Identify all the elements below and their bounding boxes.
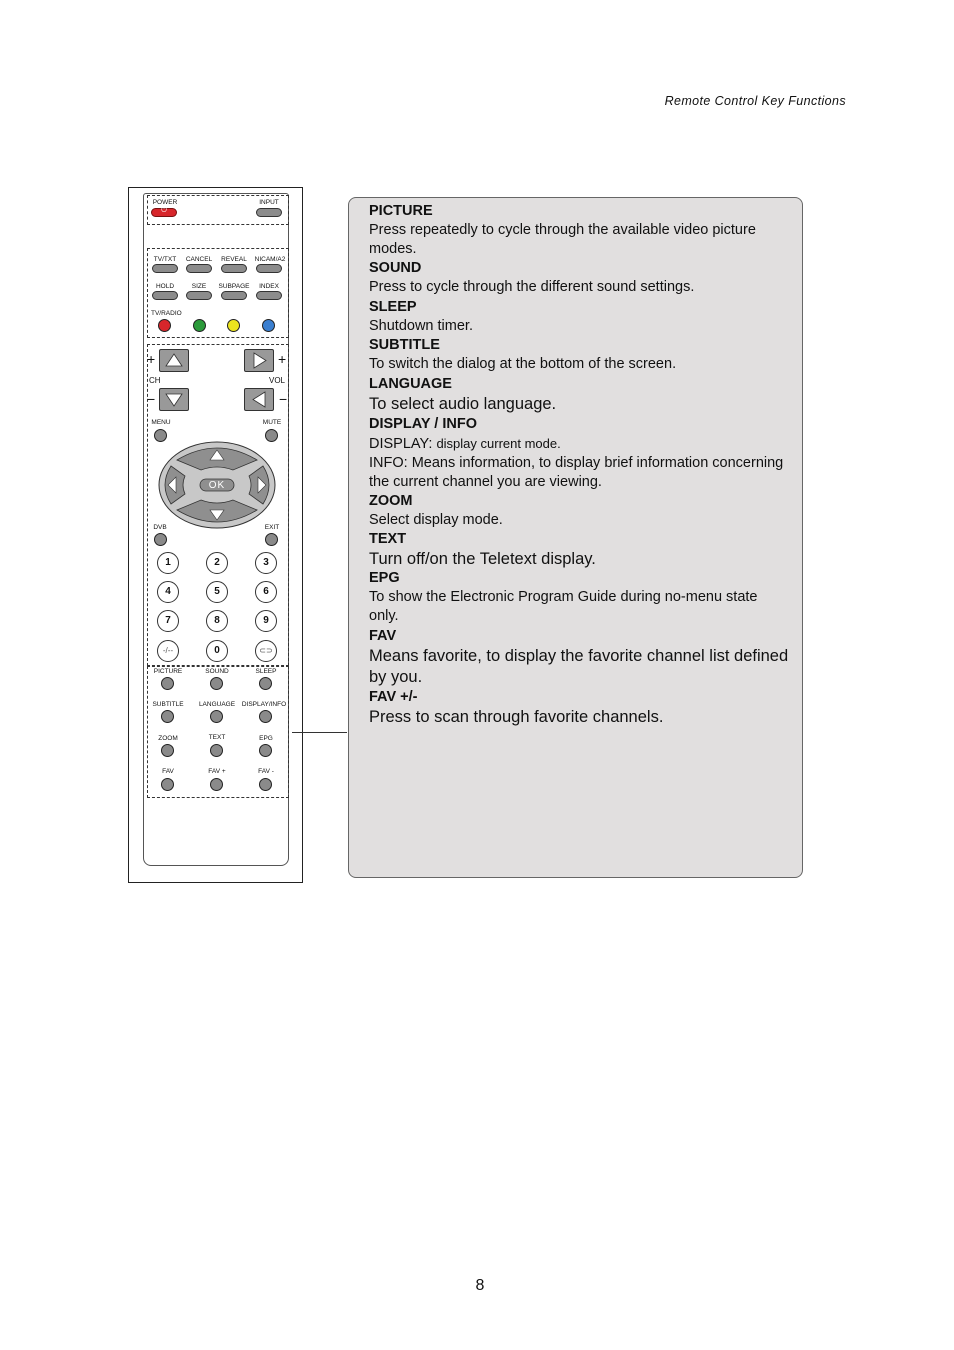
sleep-key-label: SLEEP xyxy=(255,668,277,675)
entry-desc: To select audio language. xyxy=(369,395,557,413)
nicam-label: NICAM/A2 xyxy=(254,256,286,263)
entry-title: LANGUAGE xyxy=(369,376,452,392)
fav-key-label: FAV xyxy=(162,768,174,775)
vol-minus-sign: − xyxy=(279,391,288,407)
display-text: display current mode. xyxy=(436,436,561,451)
entry-sound xyxy=(369,259,789,297)
fav-minus-button[interactable] xyxy=(259,778,272,791)
number-4-button[interactable]: 4 xyxy=(157,581,179,603)
entry-desc: To switch the dialog at the bottom of the screen. xyxy=(369,356,677,372)
entry-desc: Shutdown timer. xyxy=(369,318,473,334)
tv-txt-label: TV/TXT xyxy=(153,256,177,263)
yellow-button[interactable] xyxy=(227,319,240,332)
number-8-button[interactable]: 8 xyxy=(206,610,228,632)
entry-desc: Press repeatedly to cycle through the available video picture modes. xyxy=(369,222,756,257)
fav-plus-button[interactable] xyxy=(210,778,223,791)
ok-label[interactable]: OK xyxy=(208,480,226,491)
tv-radio-label: TV/RADIO xyxy=(151,310,182,317)
display-label: DISPLAY: xyxy=(369,436,433,452)
entry-picture xyxy=(369,202,789,259)
picture-button[interactable] xyxy=(161,677,174,690)
recall-button[interactable]: ⊂⊃ xyxy=(255,640,277,662)
subpage-label: SUBPAGE xyxy=(218,283,250,290)
sound-button[interactable] xyxy=(210,677,223,690)
vol-down-button[interactable] xyxy=(244,388,274,411)
size-button[interactable] xyxy=(186,291,212,300)
entry-epg xyxy=(369,569,789,626)
entry-title: TEXT xyxy=(369,531,407,547)
triangle-right-icon xyxy=(245,350,273,371)
fav-minus-key-label: FAV - xyxy=(258,768,274,775)
triangle-down-icon xyxy=(160,389,188,410)
exit-label: EXIT xyxy=(264,524,280,531)
mute-label: MUTE xyxy=(262,419,282,426)
entry-title: FAV +/- xyxy=(369,689,418,705)
entry-title: SOUND xyxy=(369,260,422,276)
triangle-up-icon xyxy=(160,350,188,371)
text-button[interactable] xyxy=(210,744,223,757)
vol-label: VOL xyxy=(269,376,286,385)
entry-subtitle xyxy=(369,336,789,374)
entry-zoom xyxy=(369,492,789,530)
index-button[interactable] xyxy=(256,291,282,300)
hold-label: HOLD xyxy=(155,283,175,290)
entry-desc: Press to scan through favorite channels. xyxy=(369,708,664,726)
input-button[interactable] xyxy=(256,208,282,217)
red-button[interactable] xyxy=(158,319,171,332)
entry-desc-info: INFO: Means information, to display brief information concerning the current channel you are viewing. xyxy=(369,455,784,490)
epg-button[interactable] xyxy=(259,744,272,757)
number-5-button[interactable]: 5 xyxy=(206,581,228,603)
number-9-button[interactable]: 9 xyxy=(255,610,277,632)
dvb-button[interactable] xyxy=(154,533,167,546)
subpage-button[interactable] xyxy=(221,291,247,300)
display-info-key-label: DISPLAY/INFO xyxy=(241,701,287,708)
ch-down-button[interactable] xyxy=(159,388,189,411)
entry-fav-plus-minus xyxy=(369,688,789,728)
vol-plus-sign: + xyxy=(278,351,287,367)
reveal-label: REVEAL xyxy=(221,256,247,263)
page-header: Remote Control Key Functions xyxy=(664,94,846,108)
entry-title: EPG xyxy=(369,570,400,586)
power-button[interactable] xyxy=(151,208,177,217)
number-2-button[interactable]: 2 xyxy=(206,552,228,574)
subtitle-button[interactable] xyxy=(161,710,174,723)
sleep-button[interactable] xyxy=(259,677,272,690)
reveal-button[interactable] xyxy=(221,264,247,273)
green-button[interactable] xyxy=(193,319,206,332)
number-6-button[interactable]: 6 xyxy=(255,581,277,603)
hold-button[interactable] xyxy=(152,291,178,300)
entry-text xyxy=(369,530,789,570)
exit-button[interactable] xyxy=(265,533,278,546)
entry-title: PICTURE xyxy=(369,203,433,219)
language-key-label: LANGUAGE xyxy=(198,701,236,708)
text-key-label: TEXT xyxy=(208,734,226,741)
zoom-button[interactable] xyxy=(161,744,174,757)
entry-display-info xyxy=(369,415,789,492)
entry-desc: Turn off/on the Teletext display. xyxy=(369,550,596,568)
ch-minus-sign: − xyxy=(147,391,156,407)
sound-key-label: SOUND xyxy=(205,668,229,675)
number-0-button[interactable]: 0 xyxy=(206,640,228,662)
tv-txt-button[interactable] xyxy=(152,264,178,273)
vol-up-button[interactable] xyxy=(244,349,274,372)
dvb-label: DVB xyxy=(153,524,167,531)
nicam-button[interactable] xyxy=(256,264,282,273)
entry-desc: Press to cycle through the different sound settings. xyxy=(369,279,695,295)
fav-button[interactable] xyxy=(161,778,174,791)
blue-button[interactable] xyxy=(262,319,275,332)
picture-key-label: PICTURE xyxy=(153,668,183,675)
ch-plus-sign: + xyxy=(147,351,156,367)
cancel-label: CANCEL xyxy=(185,256,213,263)
page-number: 8 xyxy=(475,1277,485,1294)
entry-desc: Select display mode. xyxy=(369,512,503,528)
number-7-button[interactable]: 7 xyxy=(157,610,179,632)
ch-label: CH xyxy=(149,376,161,385)
entry-title: SUBTITLE xyxy=(369,337,440,353)
entry-language xyxy=(369,375,789,415)
fav-plus-key-label: FAV + xyxy=(208,768,226,775)
index-label: INDEX xyxy=(259,283,279,290)
entry-title: ZOOM xyxy=(369,493,413,509)
number-3-button[interactable]: 3 xyxy=(255,552,277,574)
entry-desc: To show the Electronic Program Guide during no-menu state only. xyxy=(369,589,758,624)
power-label: POWER xyxy=(152,199,178,206)
entry-sleep xyxy=(369,298,789,336)
digit-toggle-button[interactable]: -/-- xyxy=(157,640,179,662)
callout-leader-line xyxy=(292,732,347,733)
number-1-button[interactable]: 1 xyxy=(157,552,179,574)
cancel-button[interactable] xyxy=(186,264,212,273)
size-label: SIZE xyxy=(191,283,207,290)
language-button[interactable] xyxy=(210,710,223,723)
entry-desc: Means favorite, to display the favorite channel list defined by you. xyxy=(369,647,789,686)
entry-desc-display xyxy=(369,434,789,454)
subtitle-key-label: SUBTITLE xyxy=(152,701,184,708)
menu-label: MENU xyxy=(151,419,171,426)
input-label: INPUT xyxy=(259,199,279,206)
power-icon: ⏻ xyxy=(161,207,167,214)
entry-title: FAV xyxy=(369,628,397,644)
entry-title: DISPLAY / INFO xyxy=(369,416,477,432)
triangle-left-icon xyxy=(245,389,273,410)
zoom-key-label: ZOOM xyxy=(158,735,178,742)
epg-key-label: EPG xyxy=(259,735,273,742)
entry-fav xyxy=(369,627,789,688)
display-info-button[interactable] xyxy=(259,710,272,723)
ch-up-button[interactable] xyxy=(159,349,189,372)
entry-title: SLEEP xyxy=(369,299,417,315)
